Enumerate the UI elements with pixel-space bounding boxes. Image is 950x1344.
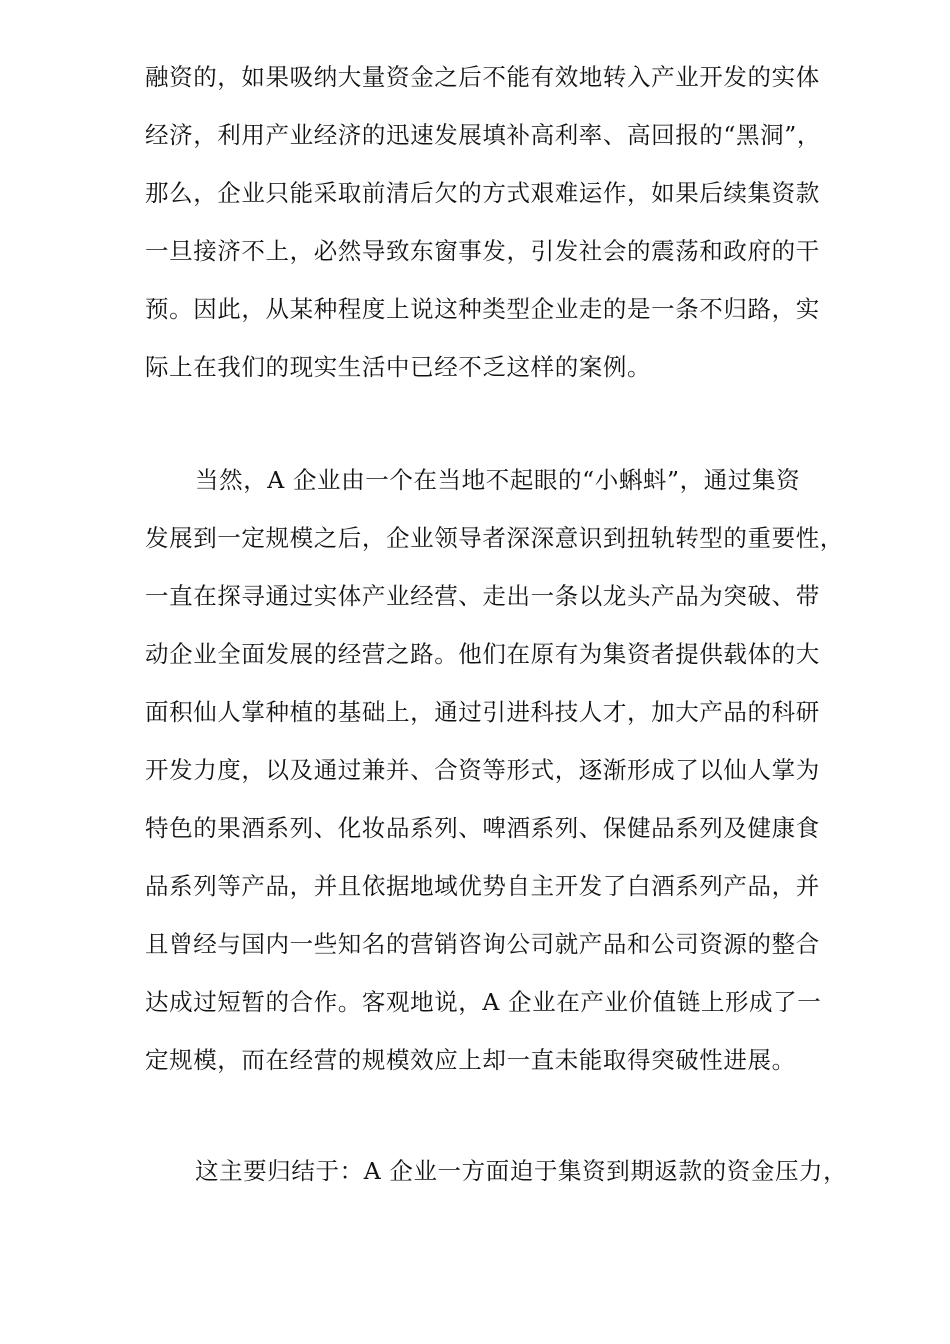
text-line: 一直在探寻通过实体产业经营、走出一条以龙头产品为突破、带 bbox=[145, 582, 820, 610]
text-line: 动企业全面发展的经营之路。他们在原有为集资者提供载体的大 bbox=[145, 640, 820, 668]
text-line: 这主要归结于：A 企业一方面迫于集资到期返款的资金压力， bbox=[195, 1157, 848, 1185]
text-line: 融资的，如果吸纳大量资金之后不能有效地转入产业开发的实体 bbox=[145, 63, 820, 91]
text-line: 当然，A 企业由一个在当地不起眼的“小蝌蚪”，通过集资 bbox=[195, 466, 801, 494]
text-line: 面积仙人掌种植的基础上，通过引进科技人才，加大产品的科研 bbox=[145, 698, 820, 726]
text-line: 达成过短暂的合作。客观地说，A 企业在产业价值链上形成了一 bbox=[145, 988, 822, 1016]
text-line: 定规模，而在经营的规模效应上却一直未能取得突破性进展。 bbox=[145, 1046, 796, 1074]
text-line: 发展到一定规模之后，企业领导者深深意识到扭轨转型的重要性， bbox=[145, 524, 844, 552]
text-line: 且曾经与国内一些知名的营销咨询公司就产品和公司资源的整合 bbox=[145, 930, 820, 958]
text-line: 际上在我们的现实生活中已经不乏这样的案例。 bbox=[145, 353, 652, 381]
text-line: 开发力度，以及通过兼并、合资等形式，逐渐形成了以仙人掌为 bbox=[145, 756, 820, 784]
text-line: 预。因此，从某种程度上说这种类型企业走的是一条不归路，实 bbox=[145, 295, 820, 323]
text-line: 那么，企业只能采取前清后欠的方式艰难运作，如果后续集资款 bbox=[145, 179, 820, 207]
text-line: 特色的果酒系列、化妆品系列、啤酒系列、保健品系列及健康食 bbox=[145, 814, 820, 842]
text-line: 一旦接济不上，必然导致东窗事发，引发社会的震荡和政府的干 bbox=[145, 237, 820, 265]
text-line: 经济，利用产业经济的迅速发展填补高利率、高回报的“黑洞”， bbox=[145, 121, 821, 149]
text-line: 品系列等产品，并且依据地域优势自主开发了白酒系列产品，并 bbox=[145, 872, 820, 900]
